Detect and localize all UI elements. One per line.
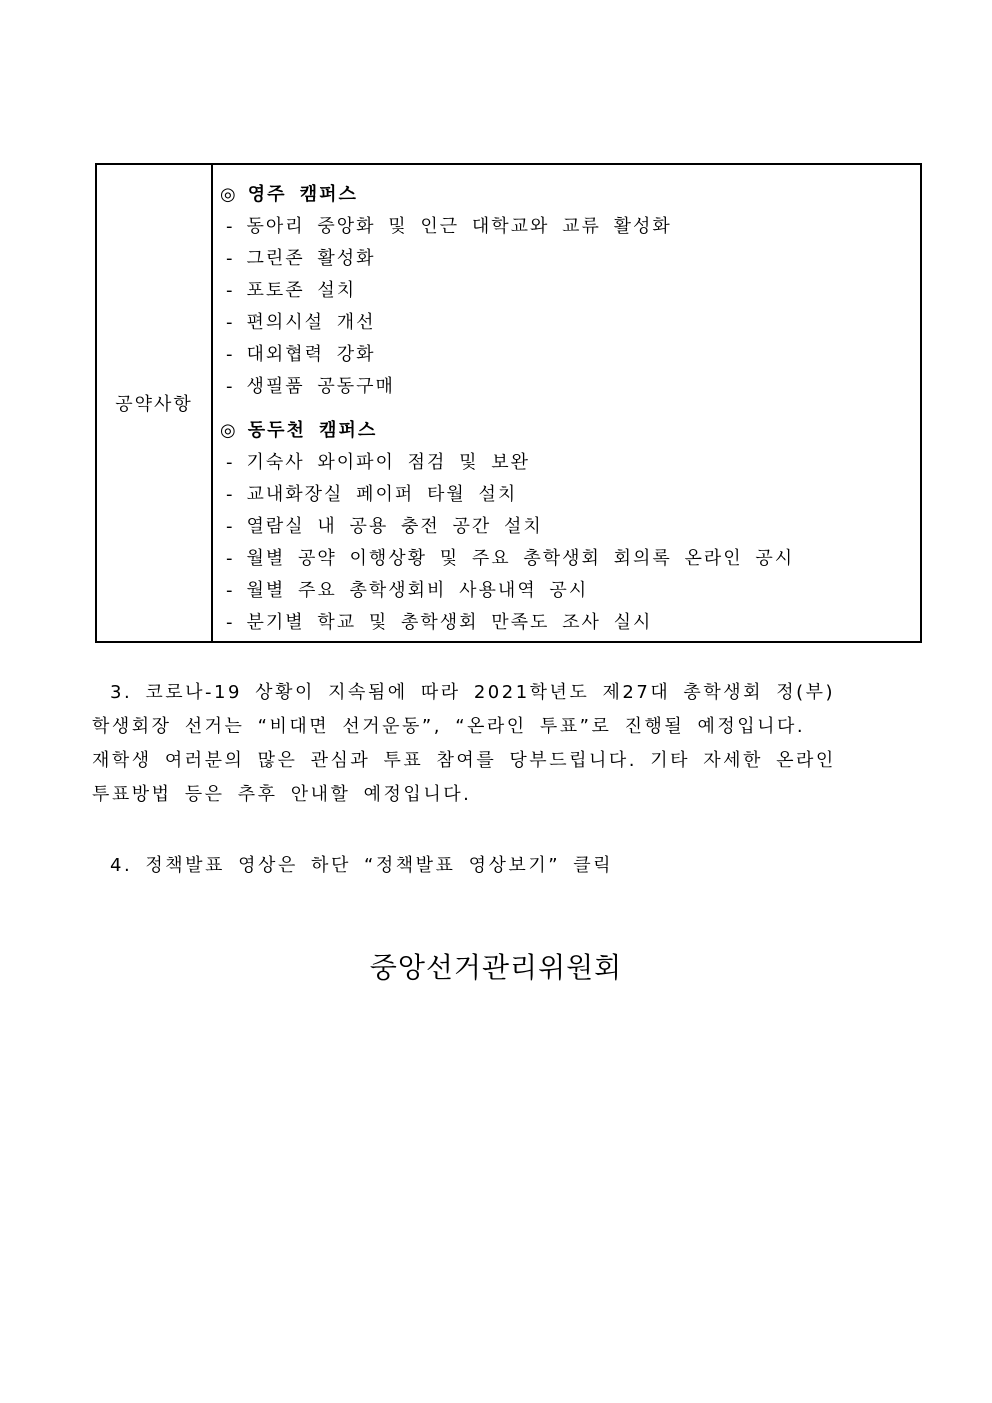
- dash-marker: -: [226, 248, 235, 269]
- pledge-item-text: 포토존 설치: [246, 280, 357, 301]
- dash-marker: -: [226, 280, 235, 301]
- pledge-item: [220, 543, 912, 575]
- dash-marker: -: [226, 344, 235, 365]
- paragraph-3: [92, 676, 947, 812]
- pledge-item-text: 열람실 내 공용 충전 공간 설치: [246, 516, 543, 537]
- section-header-text: 동두천 캠퍼스: [247, 420, 378, 441]
- paragraph-3-line: 3. 코로나-19 상황이 지속됨에 따라 2021학년도 제27대 총학생회 정(부): [110, 682, 836, 703]
- footer-committee-title: 중앙선거관리위원회: [369, 951, 623, 984]
- paragraph-3-line: 재학생 여러분의 많은 관심과 투표 참여를 당부드립니다. 기타 자세한 온라인: [92, 750, 836, 771]
- pledge-item: [220, 243, 912, 275]
- pledge-item-text: 기숙사 와이파이 점검 및 보완: [246, 452, 531, 473]
- dash-marker: -: [226, 484, 235, 505]
- pledge-item-text: 그린존 활성화: [246, 248, 376, 269]
- dash-marker: -: [226, 516, 235, 537]
- paragraph-4-line: 4. 정책발표 영상은 하단 “정책발표 영상보기” 클릭: [110, 855, 614, 876]
- pledge-item: [220, 511, 912, 543]
- pledge-table: [95, 163, 922, 643]
- pledge-item: [220, 339, 912, 371]
- dash-marker: -: [226, 612, 235, 633]
- pledge-item: [220, 447, 912, 479]
- pledge-item-text: 생필품 공동구매: [246, 376, 395, 397]
- section-header-dongducheon: [220, 415, 912, 447]
- pledge-table-label: 공약사항: [115, 394, 193, 415]
- pledge-item: [220, 479, 912, 511]
- dash-marker: -: [226, 580, 235, 601]
- paragraph-4: [92, 849, 947, 883]
- paragraph-3-line: 투표방법 등은 추후 안내할 예정입니다.: [92, 784, 472, 805]
- pledge-table-content-cell: [213, 165, 920, 641]
- pledge-item-text: 동아리 중앙화 및 인근 대학교와 교류 활성화: [246, 216, 672, 237]
- pledge-item-text: 월별 주요 총학생회비 사용내역 공시: [246, 580, 589, 601]
- pledge-item-text: 분기별 학교 및 총학생회 만족도 조사 실시: [246, 612, 653, 633]
- pledge-item: [220, 607, 912, 639]
- bullseye-marker-icon: ◎: [220, 184, 238, 205]
- dash-marker: -: [226, 376, 235, 397]
- pledge-item: [220, 211, 912, 243]
- pledge-item-text: 편의시설 개선: [246, 312, 376, 333]
- pledge-item: [220, 307, 912, 339]
- dash-marker: -: [226, 216, 235, 237]
- pledge-item-text: 교내화장실 페이퍼 타월 설치: [246, 484, 518, 505]
- paragraph-3-line: 학생회장 선거는 “비대면 선거운동”, “온라인 투표”로 진행될 예정입니다.: [92, 716, 806, 737]
- pledge-item: [220, 575, 912, 607]
- section-header-text: 영주 캠퍼스: [247, 184, 358, 205]
- dash-marker: -: [226, 312, 235, 333]
- pledge-item-text: 대외협력 강화: [246, 344, 376, 365]
- bullseye-marker-icon: ◎: [220, 420, 238, 441]
- pledge-item: [220, 275, 912, 307]
- dash-marker: -: [226, 452, 235, 473]
- pledge-item: [220, 371, 912, 403]
- section-header-yeongju: [220, 179, 912, 211]
- pledge-table-label-cell: [97, 165, 213, 641]
- dash-marker: -: [226, 548, 235, 569]
- pledge-item-text: 월별 공약 이행상황 및 주요 총학생회 회의록 온라인 공시: [246, 548, 795, 569]
